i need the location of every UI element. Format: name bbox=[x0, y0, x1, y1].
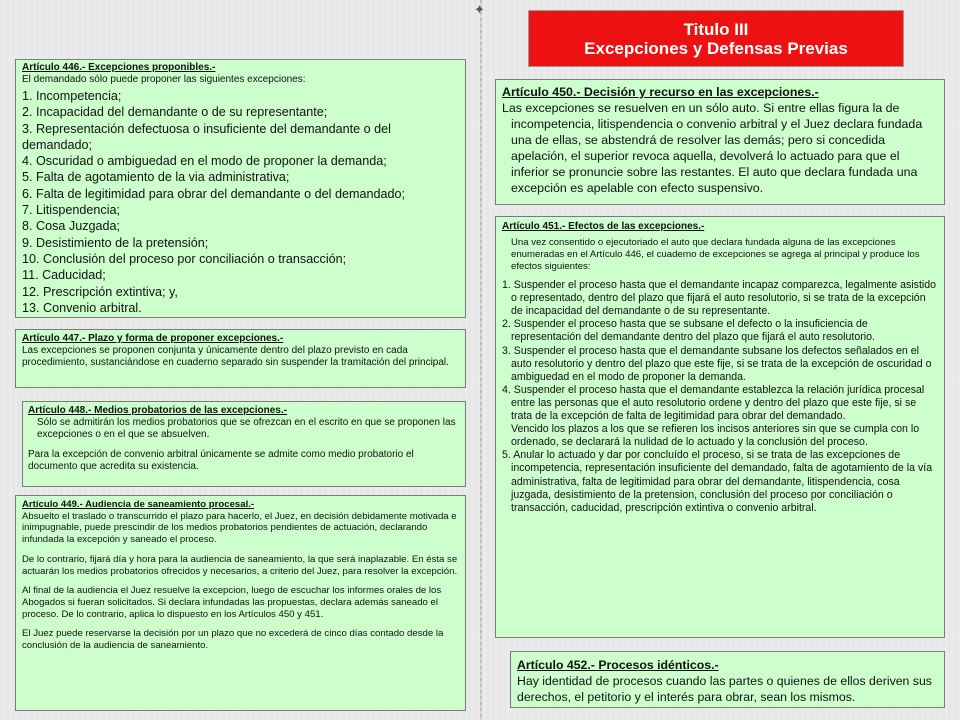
list-item: 11. Caducidad; bbox=[22, 268, 106, 283]
article-452 bbox=[510, 651, 945, 708]
article-452-body: Hay identidad de procesos cuando las partes o quienes de ellos deriven sus derechos, el petitorio y el interés para obrar, sean los mismos. bbox=[517, 674, 932, 704]
article-449-heading: Artículo 449.- Audiencia de saneamiento procesal.- bbox=[22, 499, 255, 510]
article-448-heading: Artículo 448.- Medios probatorios de las excepciones.- bbox=[28, 405, 287, 416]
title-line-2: Excepciones y Defensas Previas bbox=[584, 39, 848, 58]
list-item: 13. Convenio arbitral. bbox=[22, 300, 142, 315]
list-item: 7. Litispendencia; bbox=[22, 203, 121, 218]
article-447-heading: Artículo 447.- Plazo y forma de proponer excepciones.- bbox=[22, 333, 284, 344]
article-448 bbox=[22, 401, 466, 487]
article-450-heading: Artículo 450.- Decisión y recurso en las excepciones.- bbox=[502, 85, 819, 99]
article-447-body: Las excepciones se proponen conjunta y únicamente dentro del plazo previsto en cada procedimiento, sustanciándose en cuaderno separado sin suspender la tramitación del principal. bbox=[22, 345, 449, 369]
article-450 bbox=[495, 79, 945, 205]
article-446-intro: El demandado sólo puede proponer las siguientes excepciones: bbox=[22, 74, 306, 85]
list-item: 9. Desistimiento de la pretensión; bbox=[22, 235, 209, 250]
list-item: 4. Oscuridad o ambiguedad en el modo de proponer la demanda; bbox=[22, 154, 387, 169]
article-449 bbox=[15, 495, 466, 711]
list-item: 2. Incapacidad del demandante o de su representante; bbox=[22, 105, 328, 120]
list-item: 10. Conclusión del proceso por conciliación o transacción; bbox=[22, 251, 347, 266]
list-item: 3. Representación defectuosa o insuficiente del demandante o del demandado; bbox=[22, 121, 391, 152]
article-449-paragraph-1: Absuelto el traslado o transcurrido el plazo para hacerlo, el Juez, en decisión debidamente motivada e inimpugnable, puede prescindir de los medios probatorios pendientes de actuación, declarando infundada la excepción y saneado el proceso. bbox=[22, 510, 457, 546]
article-448-paragraph-2: Para la excepción de convenio arbitral únicamente se admite como medio probatorio el documento que acredita su existencia. bbox=[28, 448, 414, 472]
effect-item-2: 2. Suspender el proceso hasta que se subsane el defecto o la insuficiencia de representación del demandante dentro del plazo que fijará el auto resolutorio. bbox=[502, 318, 875, 344]
list-item: 12. Prescripción extintiva; y, bbox=[22, 284, 178, 299]
effect-item-4-continuation: Vencido los plazos a los que se refieren los incisos anteriores sin que se cumpla con lo ordenado, se declarará la nulidad de lo actuado y la conclusión del proceso. bbox=[511, 423, 920, 449]
exceptions-list bbox=[22, 88, 459, 316]
article-449-paragraph-3: Al final de la audiencia el Juez resuelve la excepcion, luego de escuchar los informes orales de los Abogados si fueran solicitados. Si declara infundadas las propuestas, declara además saneado el proceso. De lo contrario, aplica lo dispuesto en los Artículos 450 y 451. bbox=[22, 585, 442, 620]
effect-item-5: 5. Anular lo actuado y dar por concluído el proceso, si se trata de las excepciones de incompetencia, representación insuficiente del demandado, falta de agotamiento de la vía administrativa, falta de legitimidad para obrar del demandante, litispendencia, cosa juzgada, desistimiento de la pretension, conclusión del proceso por conciliación o transacción, caducidad, prescripción extintiva o convenio arbitral. bbox=[502, 449, 933, 514]
list-item: 1. Incompetencia; bbox=[22, 89, 122, 103]
effect-item-3: 3. Suspender el proceso hasta que el demandante subsane los defectos señalados en el auto resolutorio y dentro del plazo que este fije, si se trata de la excepción de oscuridad o ambiguedad en el modo de proponer la demanda. bbox=[502, 344, 932, 383]
effect-item-4: 4. Suspender el proceso hasta que el demandante establezca la relación jurídica procesal entre las personas que el auto resolutorio ordene y dentro del plazo que este fije, si se trata de la excepción de falta de legitimidad para obrar del demandado. bbox=[502, 383, 925, 423]
column-divider bbox=[480, 0, 482, 720]
star-icon: ✦ bbox=[474, 2, 485, 17]
article-451-intro: Una vez consentido o ejecutoriado el auto que declara fundada alguna de las excepciones enumeradas en el Artículo 446, el cuaderno de excepciones se agrega al principal y produce los efectos siguientes: bbox=[511, 237, 920, 273]
effect-item-1: 1. Suspender el proceso hasta que el demandante incapaz comparezca, legalmente asistido o representado, dentro del plazo que fijará el auto resolutorio, si se trata de la excepción de incapacidad del demandante o de su representante. bbox=[502, 279, 937, 318]
article-446-heading: Artículo 446.- Excepciones proponibles.- bbox=[22, 62, 216, 73]
article-451-heading: Artículo 451.- Efectos de las excepciones.- bbox=[502, 221, 705, 232]
list-item: 8. Cosa Juzgada; bbox=[22, 219, 121, 234]
article-449-paragraph-2: De lo contrario, fijará día y hora para la audiencia de saneamiento, la que será inaplazable. En ésta se actuarán los medios probatorios ofrecidos y necesarios, a criterio del Juez, para resolver la excepción. bbox=[22, 553, 458, 577]
article-448-paragraph-1: Sólo se admitirán los medios probatorios que se ofrezcan en el escrito en que se proponen las excepciones o en el que se absuelven. bbox=[37, 417, 456, 441]
article-447 bbox=[15, 329, 466, 388]
page-title bbox=[528, 10, 904, 67]
article-446 bbox=[15, 59, 466, 318]
article-452-heading: Artículo 452.- Procesos idénticos.- bbox=[517, 658, 719, 672]
article-450-body: Las excepciones se resuelven en un sólo auto. Si entre ellas figura la de incompetencia, litispendencia o convenio arbitral y el Juez declara fundada una de ellas, se abstendrá de resolver las demás; pero si concedida apelación, el superior revoca aquella, devolverá lo actuado para que el inferior se pronuncie sobre las restantes. El auto que declara fundada una excepción es apelable con efecto suspensivo. bbox=[502, 101, 923, 195]
list-item: 5. Falta de agotamiento de la via administrativa; bbox=[22, 170, 290, 185]
article-449-paragraph-4: El Juez puede reservarse la decisión por un plazo que no excederá de cinco días contado desde la conclusión de la audiencia de saneamiento. bbox=[22, 628, 444, 652]
article-451 bbox=[495, 216, 945, 638]
list-item: 6. Falta de legitimidad para obrar del demandante o del demandado; bbox=[22, 186, 405, 201]
title-line-1: Titulo III bbox=[683, 20, 749, 39]
